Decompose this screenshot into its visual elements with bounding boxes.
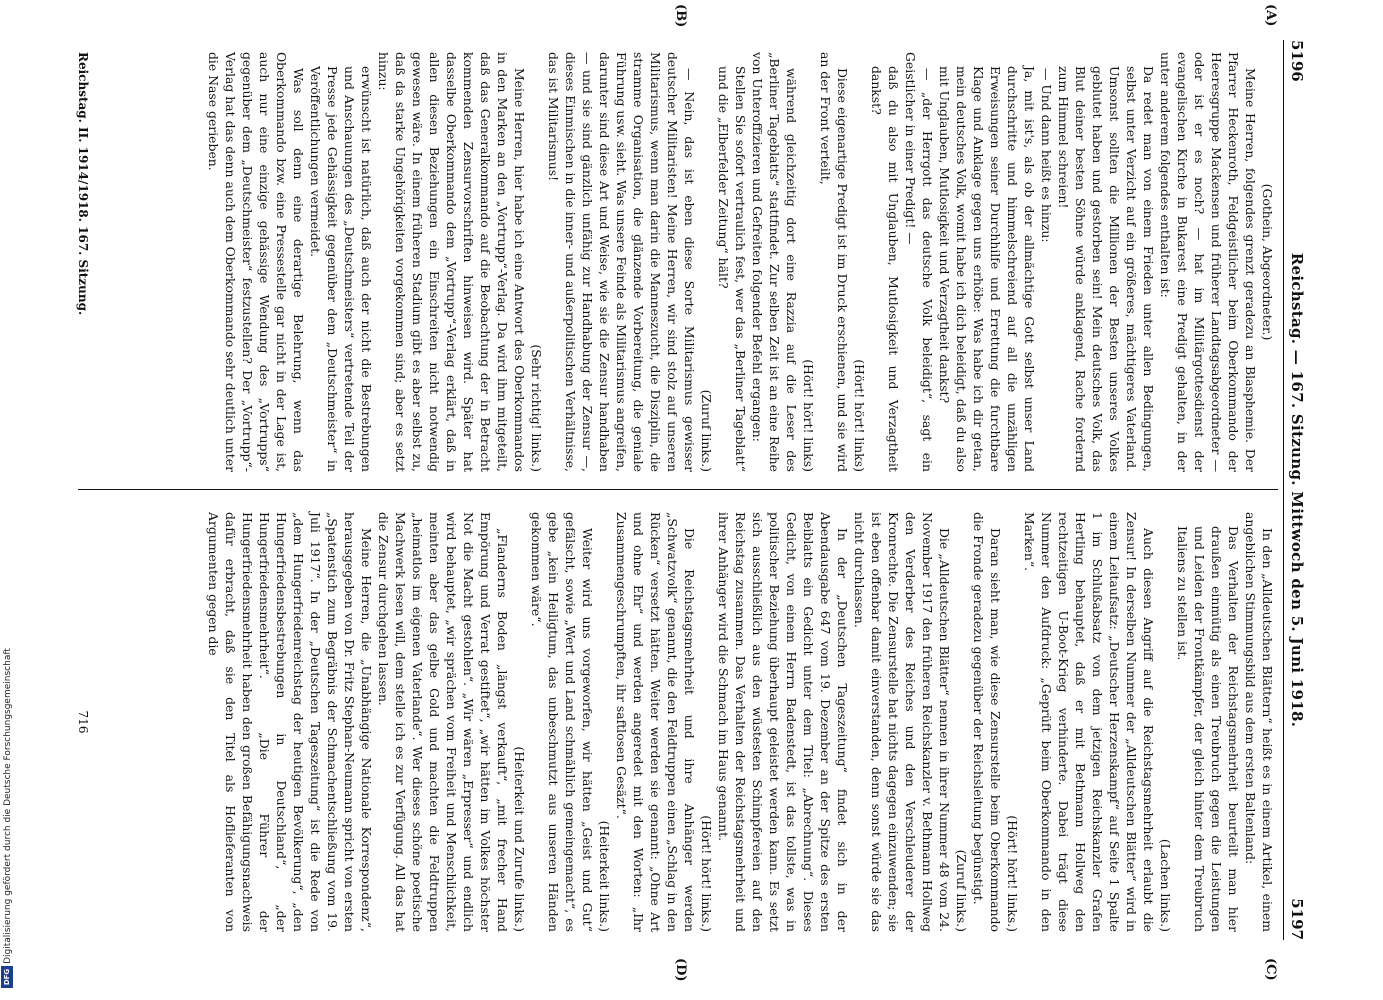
paragraph: — Und dann heißt es hinzu: xyxy=(1039,68,1054,243)
footer-page-number: 716 xyxy=(76,710,90,734)
paragraph: Die Reichstagsmehrheit und ihre Anhänger werden „Schwatzvolk“ genannt, die den Feldtruppen einen „Schlag in den Rücken“ versetzt hätten. Weiter werden sie genannt: „Ohne Art und ohne Ehr“ und werden angeredet mit den Worten: „Ihr Zusammengeschrumpften, ihr saftlosen Gesäzt“. xyxy=(614,512,697,932)
header-right-page-number: 5197 xyxy=(1288,898,1306,940)
digitization-note-text: Digitalisierung gefördert durch die Deutsche Forschungsgemeinschaft xyxy=(3,648,13,964)
paragraph: Meine Herren, hier habe ich eine Antwort des Oberkommandos in den Marken an den „Vortrupp“-Verlag. Da wird ihm mitgeteilt, daß das Generalkommando auf die Beobachtung der in Betracht kommenden Zensurvorschriften hinweisen wird. Später hat dasselbe Oberkommando dem „Vortrupp“-Verlag erklärt, daß in allen diesen Beziehungen ein Einschreiten nicht notwendig gewesen wäre. In einem früheren Stadium gibt es aber selbst zu, daß da starke Ungehörigkeiten vorgekommen sind; aber es setzt hinzu: xyxy=(376,52,527,472)
paragraph: — „der Herrgott das deutsche Volk beleidigt“, sagt ein Geistlicher in einer Predigt! — xyxy=(903,52,935,472)
digitization-note xyxy=(0,0,16,1000)
quote: Stellen Sie sofort vertraulich fest, wer das „Berliner Tageblatt“ und die „Elberfelder Zeitung“ hält? xyxy=(716,66,748,472)
paragraph: während gleichzeitig dort eine Razzia auf die Leser des „Berliner Tageblatts“ stattfindet. Zur selben Zeit ist an eine Reihe von Unteroffizieren und Gefreiten folgender Befehl ergangen: xyxy=(750,52,799,472)
interjection: (Hört! hört! links.) xyxy=(1005,815,1020,932)
margin-letter-c: (C) xyxy=(1263,958,1278,981)
margin-letter-b: (B) xyxy=(673,4,688,28)
interjection: (Lachen links.) xyxy=(1158,838,1173,932)
paragraph: In der „Deutschen Tageszeitung“ findet sich in der Abendausgabe 647 vom 19. Dezember an der Spitze des ersten Beiblatts ein Gedicht unter dem Titel: „Abrechnung“. Dieses Gedicht, von einem Herrn Badenstedt, ist das tollste, was in politischer Beziehung überhaupt geleistet werden kann. Es setzt sich ausschließlich aus den wüstesten Schimpfereien auf den Reichstag zusammen. Das Verhalten der Reichstagsmehrheit und ihrer Anhänger wird die Schmach im Haus genannt. xyxy=(716,512,850,932)
right-column xyxy=(205,512,1276,932)
paragraph: „Flanderns Boden „längst verkauft“, „mit frecher Hand Empörung und Verrat gestiftet“, „wir hätten im Volkes höchster Not die Macht gestohlen“. „Wir wären „Erpresser“ und endlich wird behauptet, „wir sprächen vom Freiheit und Menschlichkeit, meinten aber das gelbe Gold und machten die Feldtruppen „heimatlos im eigenen Vaterlande“. Wer dieses schöne poetische Machwerk lesen will, dem stelle ich es zur Verfügung. All das hat die Zensur durchgehen lassen. xyxy=(376,512,510,932)
interjection: (Hört! hört! links) xyxy=(852,359,867,472)
paragraph: Auch diesen Angriff auf die Reichstagsmehrheit erlaubt die Zensur! In derselben Nummer der „Alldeutschen Blätter“ wird in einem Leitaufsatz: „Deutscher Herzenskampf“ auf Seite 1 Spalte 1 im Schlußabsatz von dem jetzigen Reichskanzler Grafen Hertling behauptet, daß er mit Bethmann Hollweg den rechtzeitigen U-Boot-Krieg verhinderte. Dabei trägt diese Nummer den Aufdruck: „Geprüft beim Oberkommando in den Marken“. xyxy=(1022,512,1156,932)
margin-letter-d: (D) xyxy=(673,958,688,982)
speaker-note: (Gothein, Abgeordneter.) xyxy=(1260,183,1275,341)
quote: Ja, mit ist's, als ob der allmächtige Gott selbst unser Land durchschritte und himmelschreiend auf all die unzähligen Erweisungen seiner Durchhilfe und Errettung die furchtbare Klage und Anklage gegen uns erhöbe: Was habe ich dir getan, mein deutsches Volk, womit habe ich dich beleidigt, daß du also mit Unglauben, Mutlosigkeit und Verzagtheit dankst? xyxy=(937,66,1037,472)
interjection: (Heiterkeit und Zurufe links.) xyxy=(512,746,527,932)
scanned-page xyxy=(58,0,1308,1000)
quote: Das Verhalten der Reichstagsmehrheit beurteilt man hier draußen einmütig als einen Treubruch gegen die Leistungen und Leiden der Frontkämpfer, der gleich hinter dem Treubruch Italiens zu stellen ist. xyxy=(1175,526,1241,932)
paragraph: Die „Alldeutschen Blätter“ nennen in ihrer Nummer 48 vom 24. November 1917 den früheren Reichskanzler v. Bethmann Hollweg den Verderber des Reiches und den Verschleuderer der Kronrechte. Die Zensurstelle hat nichts dagegen einzuwenden; sie ist eben offenbar damit einverstanden, denn sonst würde sie das nicht durchlassen. xyxy=(852,512,952,932)
footer-session-note: Reichstag. II. 1914/1918. 167. Sitzung. xyxy=(76,52,90,316)
paragraph: Meine Herren, die „Unabhängige Nationale Korrespondenz“, herausgegeben von Dr. Fritz Stephan-Neumann spricht von ersten „Spatenstich zum Begräbnis der Schmachentschließung vom 19. Juli 1917“. In der „Deutschen Tageszeitung“ ist die Rede von „dem Hungerfriedenreichstag der heutigen Bevölkerung“, „den Hungerfriedensbestrebungen in Deutschland“, „der Hungerfriedensmehrheit“. „Die Führer der Hungerfriedensmehrheit haben den großen Befähigungsnachweis dafür erbracht, daß sie den Titel als Hoflieferanten von Argumenten gegen die xyxy=(206,512,374,932)
quote: erwünscht ist natürlich, daß auch der nicht die Bestrebungen und Anschauungen des „Deutschmeisters“ vertretende Teil der Presse jede Gehässigkeit gegenüber dem „Deutschmeister“ in Veröffentlichungen vermeidet. xyxy=(308,66,374,472)
header-title: Reichstag. — 167. Sitzung. Mittwoch den 5. Juni 1918. xyxy=(1288,252,1306,728)
interjection: (Hört! hört! links) xyxy=(801,359,816,472)
interjection: (Heiterkeit links.) xyxy=(597,820,612,932)
dfg-logo xyxy=(1,966,13,988)
interjection: (Hört! hört! links.) xyxy=(699,815,714,932)
paragraph: Diese eigenartige Predigt ist im Druck erschienen, und sie wird an der Front verteilt, xyxy=(818,52,850,472)
paragraph: Meine Herren, folgendes grenzt geradezu an Blasphemie. Der Pfarrer Heckenroth, Feldgeistlicher beim Oberkommando der Heeresgruppe Mackensen und früherer Landtagsabgeordneter — oder ist er es noch? — hat im Militärgottesdienst der evangelischen Kirche in Bukarest eine Predigt gehalten, in der unter anderem folgendes enthalten ist: xyxy=(1158,52,1258,472)
paragraph: In den „Alldeutschen Blättern“ heißt es in einem Artikel, einem angeblichen Stimmungsbild aus dem ersten Baltenland: xyxy=(1243,512,1275,932)
column-divider xyxy=(78,489,1278,490)
page-header xyxy=(1283,40,1308,940)
header-left-page-number: 5196 xyxy=(1288,40,1306,82)
interjection: (Zuruf links.) xyxy=(954,849,969,932)
quote: Da redet man von einem Frieden unter allen Bedingungen, selbst unter Verzicht auf ein größeres, mächtigeres Vaterland. Umsonst sollten die Millionen der Besten unseres Volkes geblutet haben und gestorben sein! Mein deutsches Volk, das Blut deiner besten Söhne würde anklagend, Rache fordernd zum Himmel schreien! xyxy=(1056,66,1156,472)
margin-letter-a: (A) xyxy=(1263,4,1278,27)
interjection: (Zuruf links.) xyxy=(699,389,714,472)
quote: daß du also mit Unglauben, Mutlosigkeit und Verzagtheit dankst? xyxy=(869,66,901,472)
dfg-logo-text: DFG xyxy=(3,968,11,986)
paragraph: Weiter wird uns vorgeworfen, wir hätten „Geist und Gut“ gefälscht, sowie „Wert und Land schmählich gemeingemacht“, es gebe „kein Heiligtum, das unbeschmutzt aus unseren Händen gekommen wäre“. xyxy=(529,512,595,932)
left-strip xyxy=(0,0,16,1000)
paragraph: Daran sieht man, wie diese Zensurstelle beim Oberkommando die Fronde geradezu gegenüber der Reichsleitung begünstigt. xyxy=(971,512,1003,932)
interjection: (Sehr richtig! links.) xyxy=(529,344,544,472)
paragraph: Was soll denn eine derartige Belehrung, wenn das Oberkommando bzw. eine Pressestelle gar nicht in der Lage ist, auch nur eine einzige gehässige Wendung des „Vortrupps“ gegenüber dem „Deutschmeister“ festzustellen? Der „Vortrupp“-Verlag hat das denn auch dem Oberkommando sehr deutlich unter die Nase gerieben. xyxy=(206,52,306,472)
left-column xyxy=(205,52,1276,472)
paragraph: — Nein, das ist eben diese Sorte Militarismus gewisser deutscher Militaristen! Meine Herren, wir sind stolz auf unseren Militarismus, wenn man darin die Manneszucht, die Disziplin, die stramme Organisation, die glänzende Vorbereitung, die geniale Führung usw. sieht. Was unsere Feinde als Militarismus angreifen, darunter sind diese Art und Weise, wie sie die Zensur handhaben — und sie sind gänzlich unfähig zur Handhabung der Zensur —, dieses Einmischen in die inner- und außerpolitischen Verhältnisse, das ist Militarismus! xyxy=(546,52,697,472)
